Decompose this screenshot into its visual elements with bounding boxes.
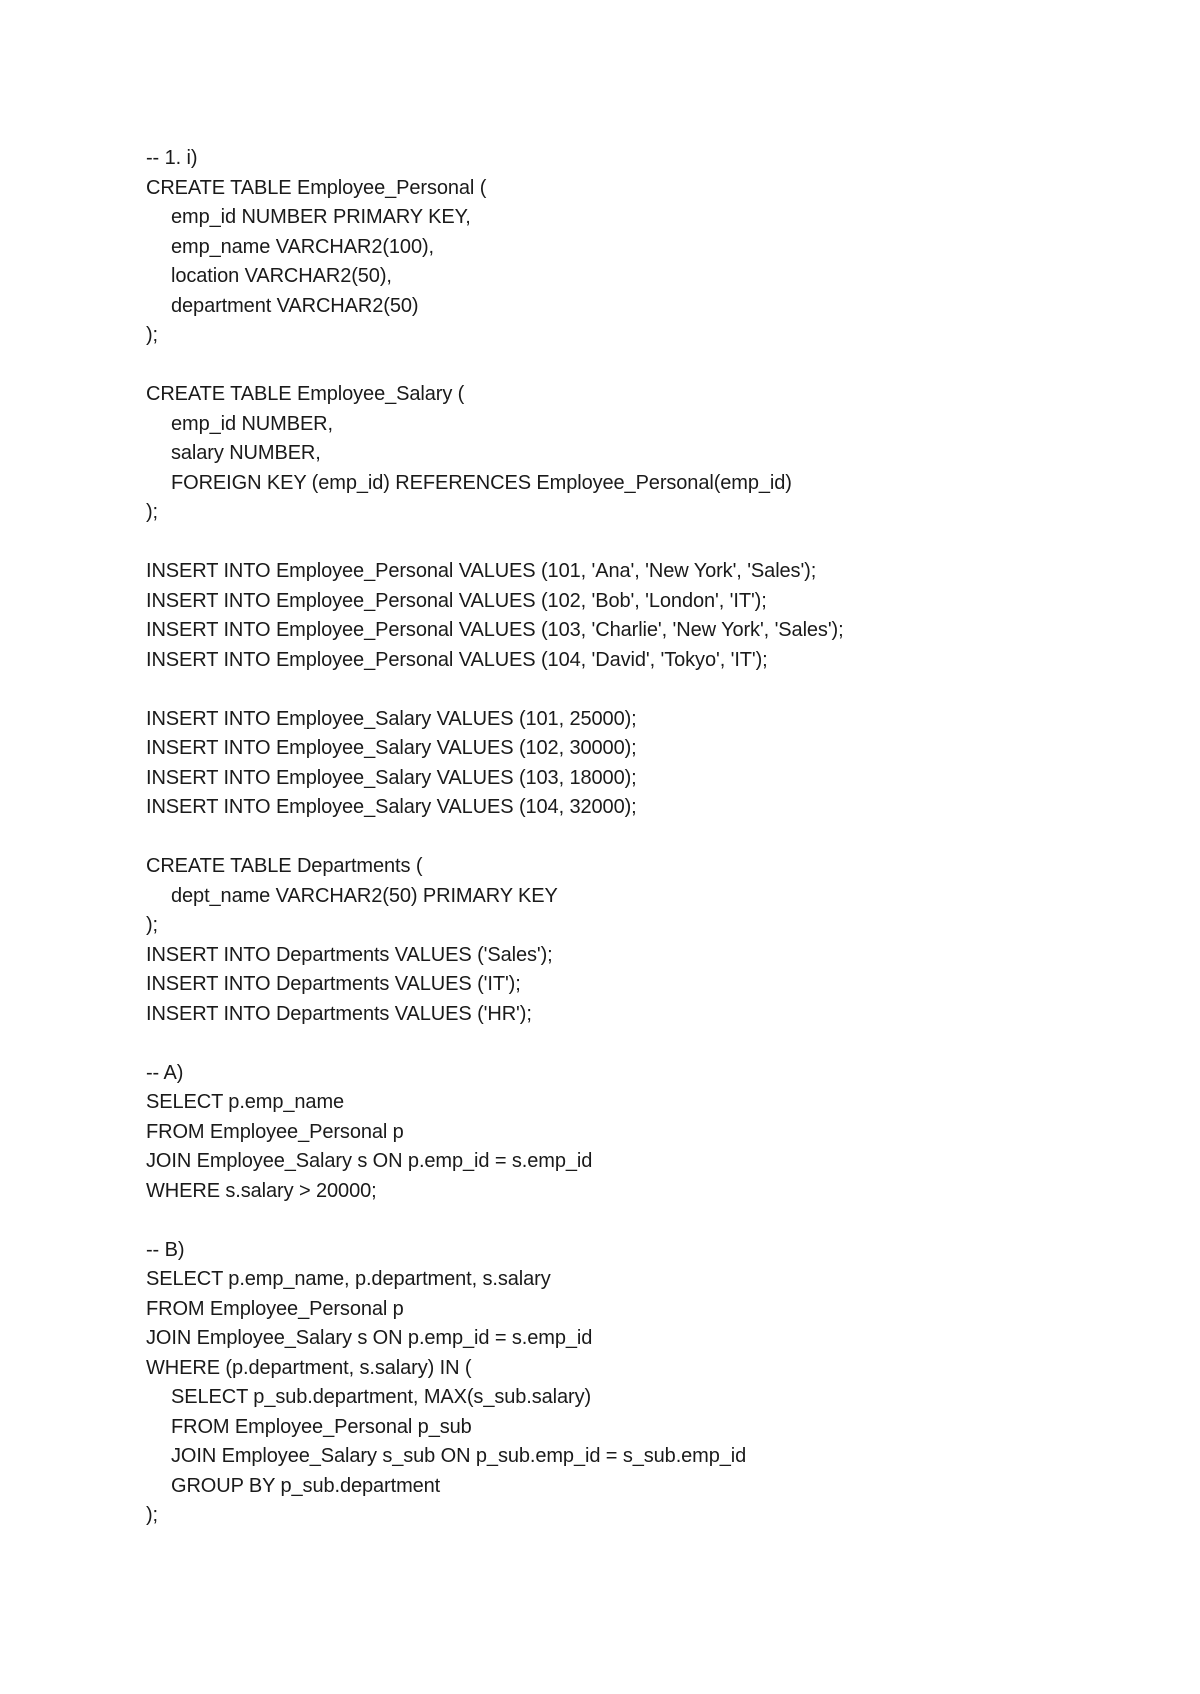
blank-line	[146, 1029, 1146, 1059]
code-line: );	[146, 324, 159, 346]
code-line: emp_id NUMBER PRIMARY KEY,	[171, 206, 471, 228]
code-line: FOREIGN KEY (emp_id) REFERENCES Employee_Personal(emp_id)	[171, 471, 792, 494]
code-line: salary NUMBER,	[171, 442, 321, 464]
code-line: INSERT INTO Employee_Salary VALUES (104, 32000);	[146, 796, 637, 818]
comment-line: -- B)	[146, 1238, 185, 1261]
blank-line	[146, 675, 1146, 705]
code-line: emp_id NUMBER,	[171, 412, 333, 435]
code-line: CREATE TABLE Employee_Salary (	[146, 383, 465, 405]
blank-line	[146, 528, 1146, 558]
code-line: INSERT INTO Departments VALUES ('Sales');	[146, 943, 553, 966]
code-line: );	[146, 501, 159, 523]
code-line: JOIN Employee_Salary s ON p.emp_id = s.emp_id	[146, 1150, 593, 1172]
code-line: FROM Employee_Personal p	[146, 1120, 404, 1143]
blank-line	[146, 351, 1146, 381]
code-line: );	[146, 914, 159, 936]
code-line: INSERT INTO Employee_Salary VALUES (103, 18000);	[146, 766, 637, 789]
code-line: SELECT p.emp_name, p.department, s.salary	[146, 1268, 551, 1290]
code-line: );	[146, 1504, 159, 1526]
code-line: INSERT INTO Employee_Personal VALUES (103, 'Charlie', 'New York', 'Sales');	[146, 619, 844, 641]
code-line: JOIN Employee_Salary s ON p.emp_id = s.emp_id	[146, 1327, 593, 1349]
code-line: INSERT INTO Departments VALUES ('HR');	[146, 1002, 532, 1025]
code-line: INSERT INTO Employee_Personal VALUES (104, 'David', 'Tokyo', 'IT');	[146, 648, 768, 671]
code-line: INSERT INTO Employee_Salary VALUES (101, 25000);	[146, 707, 637, 730]
code-line: WHERE (p.department, s.salary) IN (	[146, 1356, 472, 1379]
code-line: SELECT p.emp_name	[146, 1091, 345, 1113]
code-line: INSERT INTO Employee_Salary VALUES (102, 30000);	[146, 737, 637, 759]
code-line: emp_name VARCHAR2(100),	[171, 235, 434, 258]
code-line: GROUP BY p_sub.department	[171, 1474, 441, 1497]
blank-line	[146, 1206, 1146, 1236]
code-line: CREATE TABLE Departments (	[146, 855, 423, 877]
code-line: INSERT INTO Employee_Personal VALUES (102, 'Bob', 'London', 'IT');	[146, 589, 767, 612]
code-line: FROM Employee_Personal p	[146, 1297, 404, 1320]
code-line: JOIN Employee_Salary s_sub ON p_sub.emp_id = s_sub.emp_id	[171, 1445, 747, 1467]
sql-code-block	[146, 144, 1146, 1531]
code-line: FROM Employee_Personal p_sub	[171, 1415, 472, 1438]
code-line: CREATE TABLE Employee_Personal (	[146, 176, 487, 199]
code-line: department VARCHAR2(50)	[171, 294, 419, 317]
code-line: INSERT INTO Departments VALUES ('IT');	[146, 973, 521, 995]
code-line: WHERE s.salary > 20000;	[146, 1179, 377, 1202]
comment-line: -- A)	[146, 1061, 184, 1084]
code-line: location VARCHAR2(50),	[171, 265, 392, 287]
comment-line: -- 1. i)	[146, 147, 198, 169]
code-line: SELECT p_sub.department, MAX(s_sub.salary)	[171, 1386, 592, 1408]
blank-line	[146, 823, 1146, 853]
code-line: dept_name VARCHAR2(50) PRIMARY KEY	[171, 884, 558, 907]
code-line: INSERT INTO Employee_Personal VALUES (101, 'Ana', 'New York', 'Sales');	[146, 560, 817, 582]
